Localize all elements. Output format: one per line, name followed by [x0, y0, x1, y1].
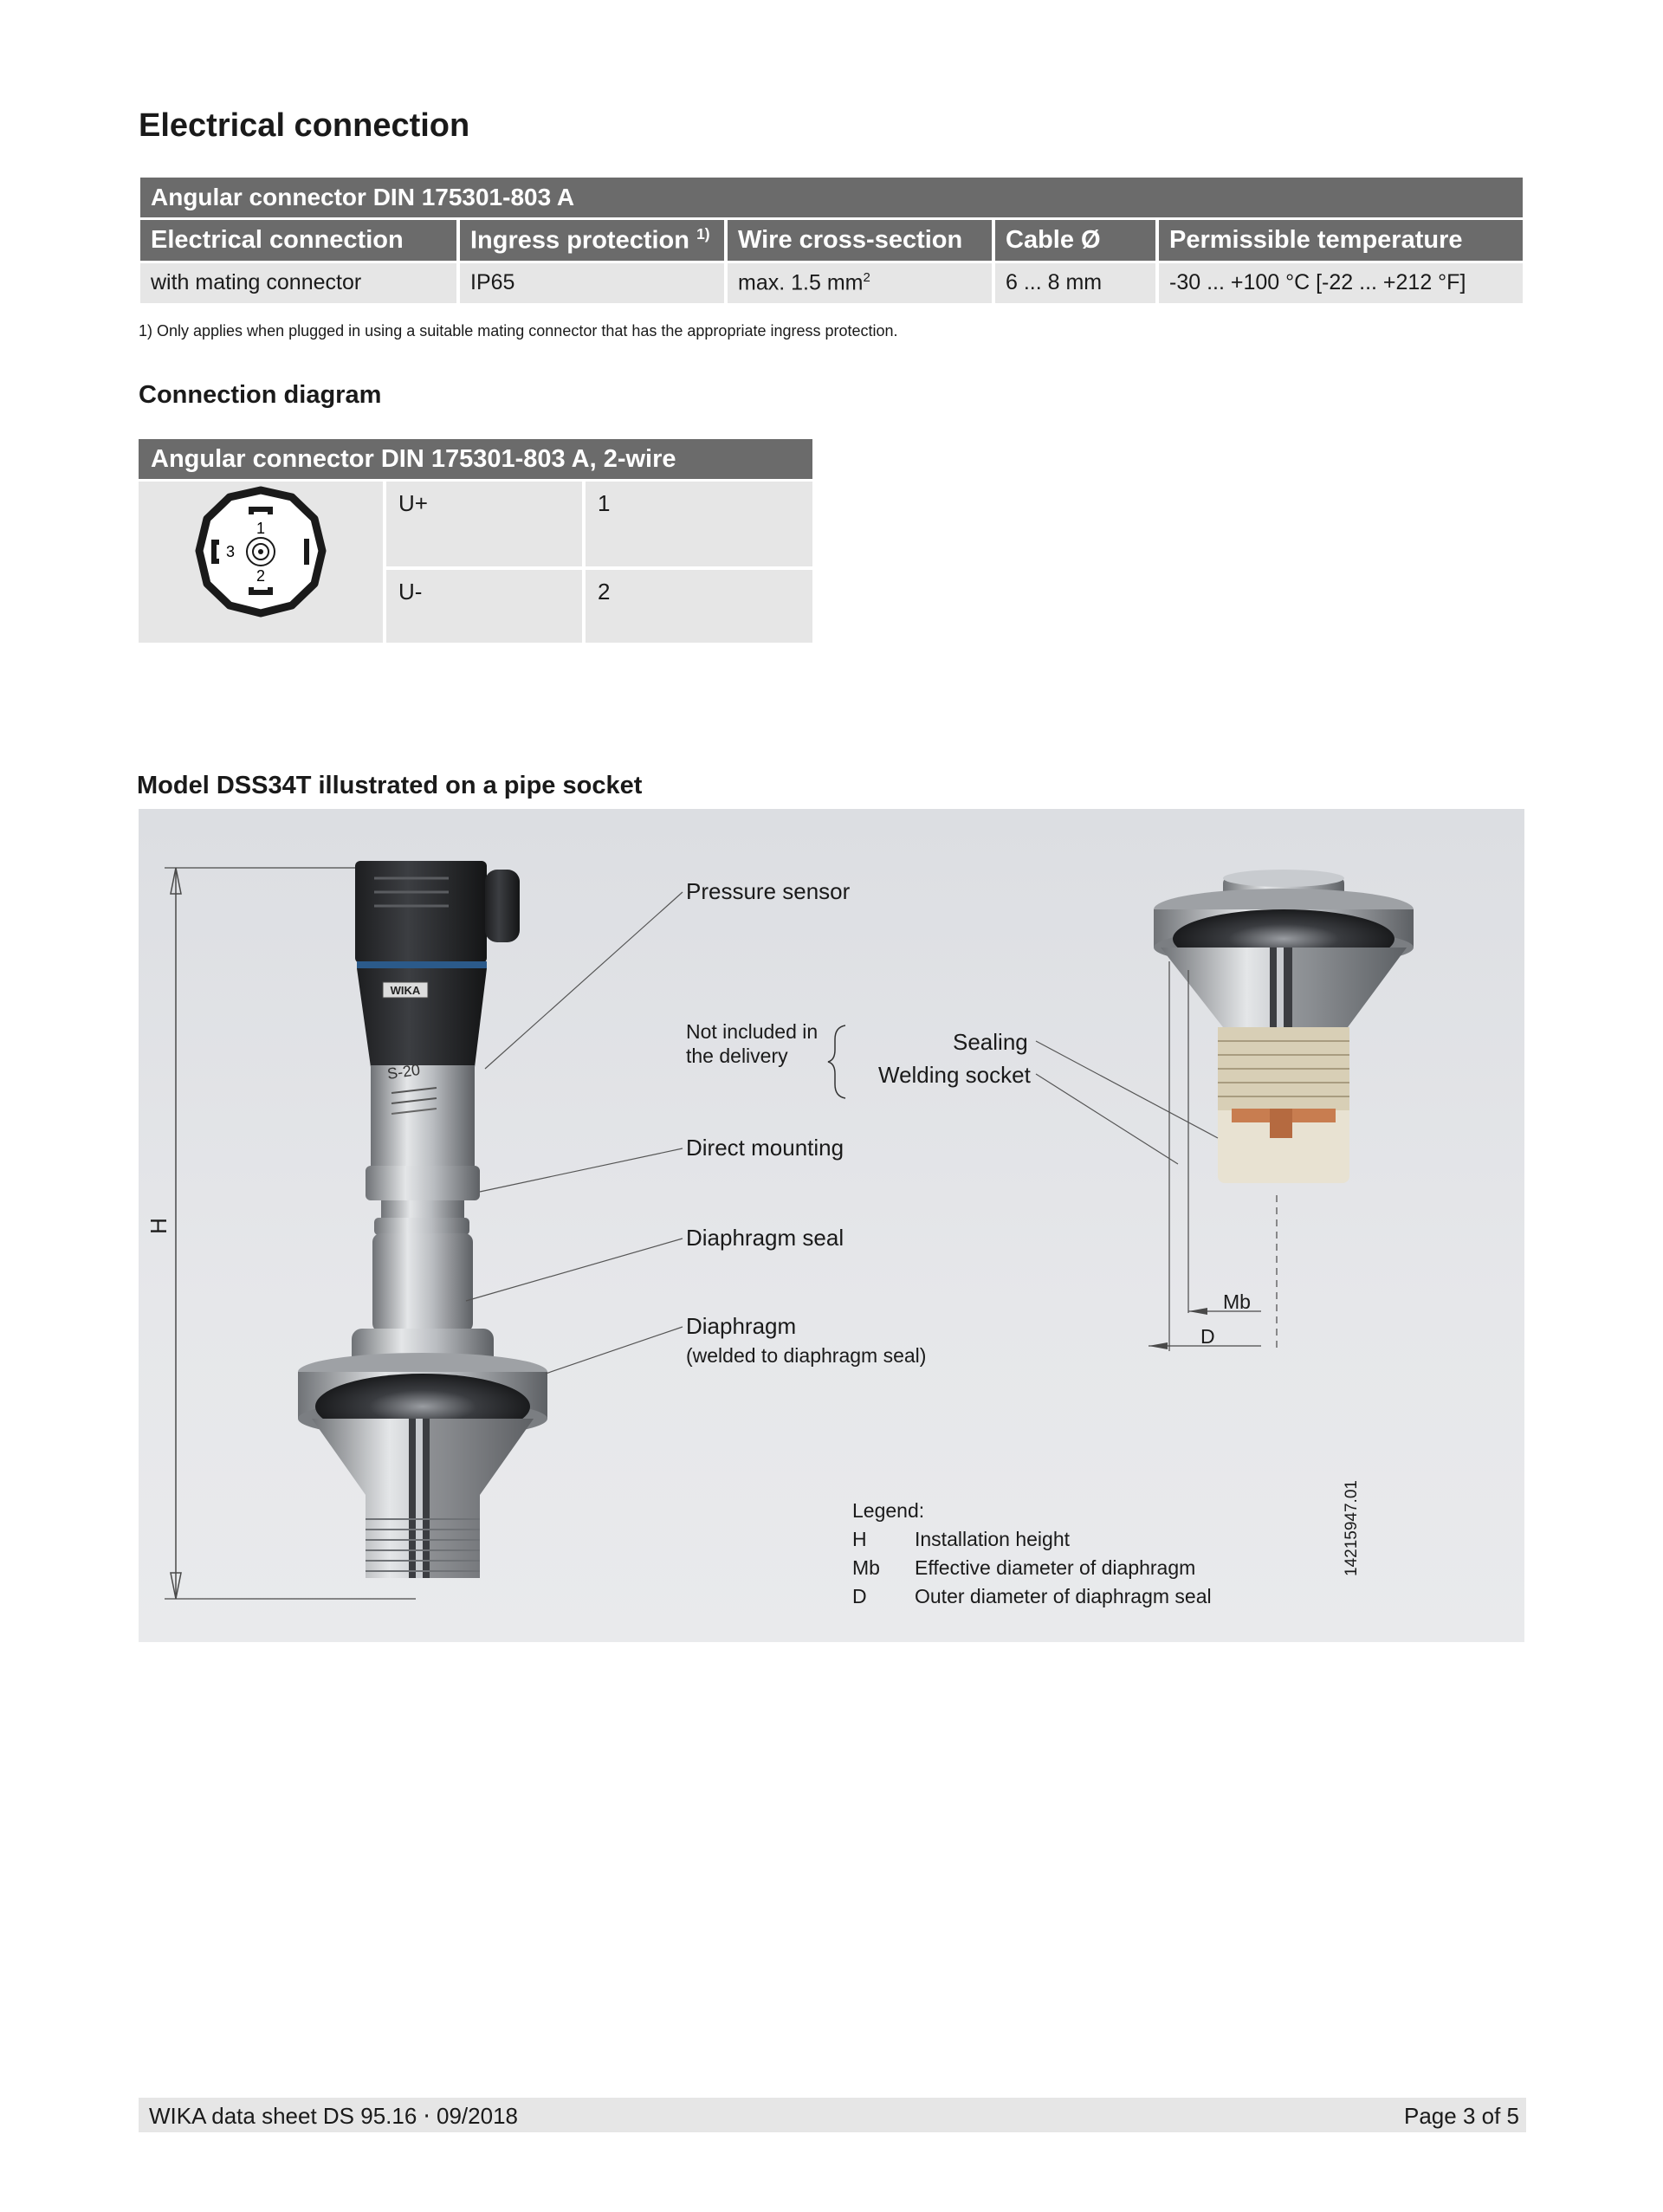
footnote-marker: 1)	[696, 225, 710, 243]
table-cell: -30 ... +100 °C [-22 ... +212 °F]	[1159, 263, 1523, 303]
callout-direct-mounting: Direct mounting	[686, 1135, 844, 1161]
electrical-connection-table	[137, 175, 1526, 306]
legend-title: Legend:	[852, 1499, 925, 1522]
table-title: Angular connector DIN 175301-803 A, 2-wire	[139, 439, 812, 479]
brand-marking: WIKA	[390, 984, 421, 997]
signal-cell: U-	[386, 570, 582, 643]
model-marking: S-20	[385, 1060, 422, 1083]
dimension-label-d: D	[1200, 1325, 1215, 1348]
column-header: Electrical connection	[140, 220, 456, 261]
column-header: Ingress protection $^{1)}$	[460, 220, 724, 261]
connector-face-icon	[139, 482, 383, 643]
table-cell: IP65	[460, 263, 724, 303]
callout-diaphragm: Diaphragm	[686, 1313, 797, 1339]
page-number: Page 3 of 5	[1404, 2103, 1519, 2129]
table-title: Angular connector DIN 175301-803 A	[140, 178, 1523, 217]
datasheet-reference: WIKA data sheet DS 95.16 ⋅ 09/2018	[149, 2103, 518, 2129]
table-cell: 6 ... 8 mm	[995, 263, 1155, 303]
callout-diaphragm-note: (welded to diaphragm seal)	[686, 1344, 927, 1367]
product-illustration	[139, 809, 1524, 1642]
pin-label: 1	[256, 520, 266, 537]
legend-item: D Outer diameter of diaphragm seal	[852, 1585, 1212, 1607]
callout-diaphragm-seal: Diaphragm seal	[686, 1225, 844, 1251]
column-header: Wire cross-section	[728, 220, 992, 261]
callout-pressure-sensor: Pressure sensor	[686, 878, 851, 904]
callout-not-included: Not included in	[686, 1020, 819, 1043]
column-header: Cable Ø	[995, 220, 1155, 261]
pin-label: 2	[256, 567, 266, 585]
pin-cell: 2	[586, 570, 812, 643]
figure-id: 14215947.01	[1343, 1480, 1361, 1576]
column-header: Permissible temperature	[1159, 220, 1523, 261]
section-heading-connection-diagram: Connection diagram	[139, 381, 382, 409]
table-row	[140, 263, 1523, 303]
callout-welding-socket: Welding socket	[878, 1062, 1031, 1088]
section-heading-electrical: Electrical connection	[139, 107, 470, 144]
legend-item: Mb Effective diameter of diaphragm	[852, 1556, 1196, 1579]
pin-label: 3	[225, 543, 236, 560]
legend-item: H Installation height	[852, 1528, 1071, 1550]
footnote: 1) Only applies when plugged in using a suitable mating connector that has the appropriate ingress protection.	[139, 322, 898, 340]
connector-pin-drawing	[139, 482, 383, 643]
dimension-label-h: H	[145, 1218, 171, 1234]
callout-not-included-line2: the delivery	[686, 1045, 788, 1067]
legend	[852, 1497, 1212, 1611]
dimension-label-mb: Mb	[1223, 1290, 1251, 1313]
page-footer	[139, 2098, 1526, 2132]
table-cell: with mating connector	[140, 263, 456, 303]
table-cell: max. 1.5 $mm^2$	[728, 263, 992, 303]
pin-cell: 1	[586, 482, 812, 566]
callout-sealing: Sealing	[953, 1029, 1028, 1055]
signal-cell: U+	[386, 482, 582, 566]
section-heading-model: Model DSS34T illustrated on a pipe socket	[137, 772, 643, 799]
